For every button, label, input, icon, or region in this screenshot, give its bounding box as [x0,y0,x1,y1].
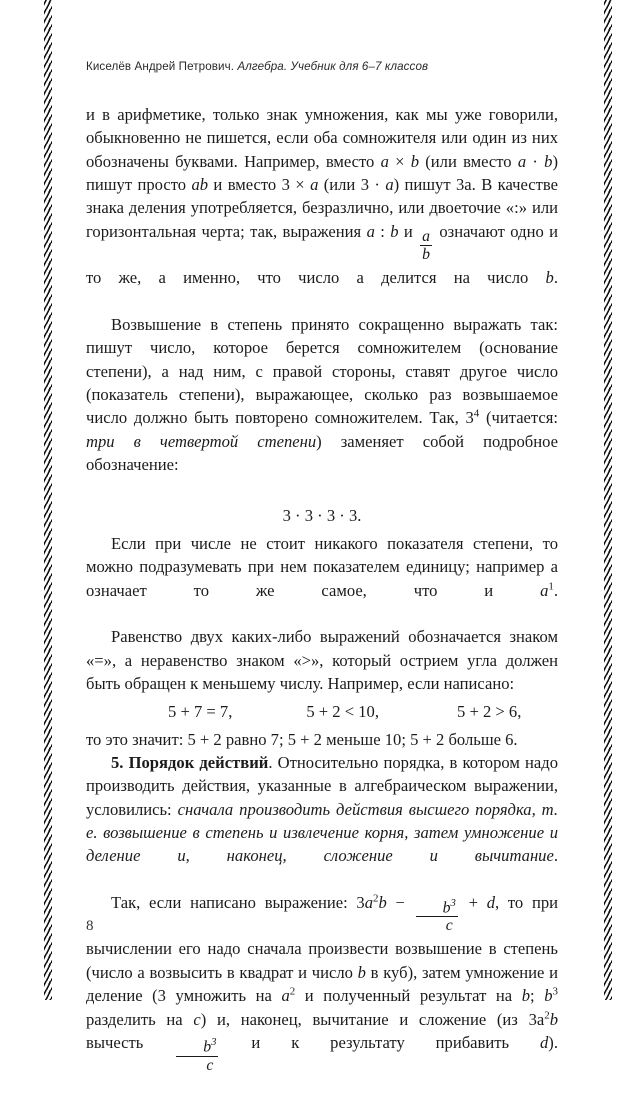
fraction-b-cubed-over-c [416,898,458,934]
p1-text-11: означают одно и то же, а именно, что число а делится на число [86,221,558,288]
p7-text-3: + [459,893,487,913]
p7-text-9: ) и, наконец, вычитание и сложение (из 3а [200,1009,545,1029]
p2-italic-phrase: три в четвертой степени [86,431,317,451]
p2-text-1: Возвышение в степень принято сокращенно выражать так: пишут число, которое берется сомножителем (основание степени), а над ним, с правой стороны, ставят другое число (показатель степени), выражающее, сколько раз возвышаемое число должно быть повторено сомножителем. Так, 3 [86,314,558,428]
p7-text-6: и полученный результат на [295,986,522,1006]
p1-text-2: × [388,151,411,171]
fraction-num-base: b [442,898,451,916]
running-head-title: Алгебра. Учебник для 6–7 классов [237,60,429,73]
p1-text-3: (или вместо [419,151,518,171]
p7-text-11: и к результату прибавить [220,1032,540,1052]
math-var-d: d [486,893,495,913]
exponent-2: 2 [373,892,379,905]
fraction-num-base: b [203,1038,212,1056]
p7-text-7: ; [530,986,545,1006]
math-var-a: a [364,893,374,913]
math-var-a: a [517,151,527,171]
equation-2: 5 + 2 < 10, [306,702,380,722]
math-var-b: b [549,1009,558,1029]
paragraph-1 [86,103,558,313]
p2-text-2: (читается: [479,408,558,428]
fraction-numerator [416,898,458,918]
math-var-b: b [544,986,553,1006]
running-head [86,60,556,73]
running-head-author: Киселёв Андрей Петрович. [86,60,235,73]
p1-text-5: ) пишут просто [86,151,558,195]
math-var-a: a [380,151,389,171]
math-expr-ab: ab [191,175,209,195]
p3-text-1: Если при числе не стоит никакого показателя степени, то можно подразумевать при нем показателем единицу; например а означает то же самое, что и [86,533,558,600]
exponent-1: 1 [548,580,554,593]
p1-text-4: · [526,151,545,171]
math-var-a: a [366,221,375,241]
section-heading-5: 5. Порядок действий [111,753,269,772]
paragraph-2 [86,313,558,500]
p7-text-5: в куб), затем умножение и деление (3 умножить на [86,962,559,1006]
p1-text-7: (или 3 · [318,175,386,195]
paragraph-3 [86,532,558,625]
display-formula-1: 3 · 3 · 3 · 3. [282,505,362,525]
math-var-b: b [410,151,420,171]
p1-text-9: : [374,221,391,241]
exponent-2: 2 [289,985,296,998]
exponent-3: 3 [450,896,456,909]
page-number: 8 [86,918,94,934]
fraction-b-cubed-over-c [176,1037,218,1073]
math-var-b: b [390,221,399,241]
fraction-numerator [176,1037,218,1057]
math-var-a: a [385,175,394,195]
equation-1: 5 + 7 = 7, [168,702,233,722]
p6-text-2: . [553,846,558,866]
p7-text-12: ). [548,1032,558,1052]
p1-text-6: и вместо 3 × [208,175,311,195]
p5-text-1: то это значит: 5 + 2 равно 7; 5 + 2 меньше 10; 5 + 2 больше 6. [86,729,518,749]
math-var-d: d [540,1032,549,1052]
paragraph-6 [86,751,558,891]
fraction-denominator: c [445,916,453,934]
p3-text-2: . [553,580,558,600]
p2-text-3: ) заменяет собой подробное обозначение: [86,431,558,474]
p1-text-1: и в арифметике, только знак умножения, как мы уже говорили, обыкновенно не пишется, если оба сомножителя или один из них обозначены буквами. Например, вместо [86,105,558,171]
p6-text-1: . Относительно порядка, в котором надо производить действия, указанные в алгебраическом выражении, условились: [86,753,559,819]
decorative-right-rule [604,0,612,1000]
p7-text-10: вычесть [86,1032,175,1052]
p1-text-10: и [398,221,419,241]
equation-row [86,695,558,727]
math-var-b: b [357,962,366,982]
equation-gap [232,700,306,723]
math-var-a: a [310,175,319,195]
decorative-left-rule [44,0,52,1000]
p1-text-12: . [553,268,558,288]
p6-italic-rule: сначала производить действия высшего порядка, т. е. возвышение в степень и извлечение корня, затем умножение и деление и, наконец, сложение и вычитание [86,799,558,866]
body-text-column [86,103,558,1101]
fraction-a-over-b [420,229,432,263]
exponent-3: 3 [552,985,558,998]
p7-text-1: Так, если написано выражение: 3 [111,893,365,913]
fraction-numerator: a [422,227,430,245]
p7-text-4: , то при вычислении его надо сначала произвести возвышение в степень (число а возвысить в квадрат и число [86,893,559,982]
equation-gap [379,700,457,723]
math-var-b: b [521,986,531,1006]
fraction-denominator: b [422,245,430,263]
p1-text-8: ) пишут 3а. В качестве знака деления употребляется, безразлично, или двоеточие «:» или горизонтальная черта; так, выражения [86,175,559,241]
equation-3: 5 + 2 > 6, [457,702,522,722]
exponent-2: 2 [544,1008,550,1021]
paragraph-5 [86,728,558,751]
paragraph-4 [86,625,558,695]
math-var-c: c [193,1009,201,1029]
p4-text-1: Равенство двух каких-либо выражений обозначается знаком «=», а неравенство знаком «>», который острием угла должен быть обращен к меньшему числу. Например, если написано: [86,627,558,693]
exponent-4: 4 [473,407,480,420]
math-var-a: a [540,580,549,600]
fraction-denominator: c [206,1056,214,1074]
math-var-b: b [545,268,554,288]
math-var-b: b [544,151,553,171]
math-var-a: a [281,986,290,1006]
exponent-3: 3 [211,1036,217,1049]
p7-text-2: − [386,893,414,913]
p7-text-8: разделить на [86,1009,194,1029]
paragraph-7 [86,891,558,1101]
math-var-b: b [378,893,387,913]
